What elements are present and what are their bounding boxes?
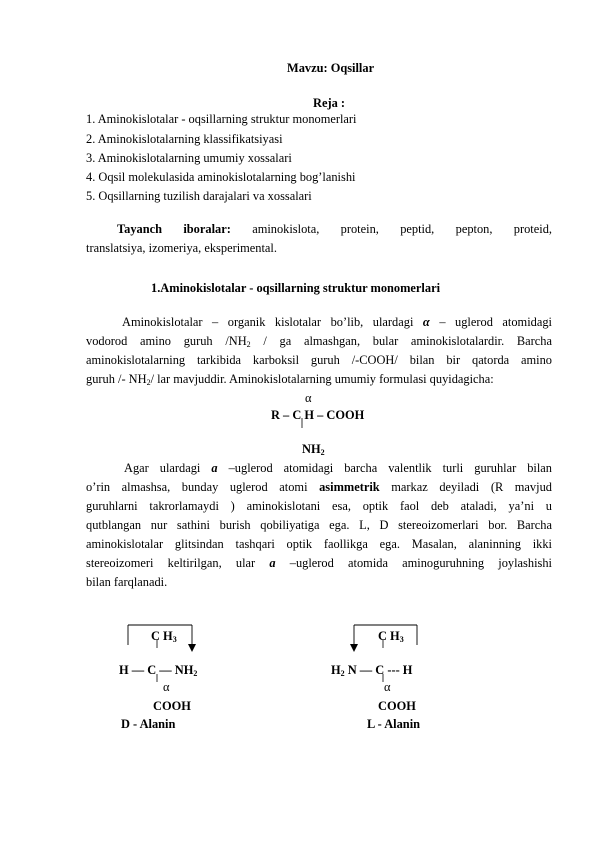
para2-line-3: guruhlarni takrorlamaydi ) aminokislotani esa, optik faol deb ataladi, ya’ni u bbox=[86, 499, 552, 513]
para2-line-4: qutblangan nur sathini burish qobiliyatiga ega. L, D stereoizomerlari bor. Barcha bbox=[86, 518, 552, 532]
formula-main: R – C H – COOH bbox=[271, 408, 365, 422]
alpha-symbol: a bbox=[211, 461, 218, 475]
para2-line-1: Agar ulardagi a –uglerod atomidagi barcha valentlik turli guruhlar bilan bbox=[124, 461, 552, 475]
l-alanine-middle: $H_2$ N — C --- H bbox=[331, 663, 413, 678]
d-alanine-alpha: α bbox=[163, 680, 170, 694]
d-alanine-middle: H — C — $NH_2$ bbox=[119, 663, 198, 678]
alpha-symbol: α bbox=[422, 315, 430, 329]
l-alanine-cooh: COOH bbox=[378, 699, 416, 713]
plan-heading: Reja : bbox=[313, 96, 345, 110]
plan-item: 2. Aminokislotalarning klassifikatsiyasi bbox=[86, 132, 283, 146]
l-alanine-top: C $H_3$ bbox=[378, 629, 404, 644]
arrow-down-icon bbox=[188, 644, 196, 652]
section-heading: 1.Aminokislotalar - oqsillarning struktur monomerlari bbox=[151, 281, 441, 295]
plan-item: 3. Aminokislotalarning umumiy xossalari bbox=[86, 151, 292, 165]
arrow-down-icon bbox=[350, 644, 358, 652]
d-alanine-top: C $H_3$ bbox=[151, 629, 177, 644]
para2-line-7: bilan farqlanadi. bbox=[86, 575, 168, 589]
plan-item: 1. Aminokislotalar - oqsillarning struktur monomerlari bbox=[86, 112, 357, 126]
l-alanine-name: L - Alanin bbox=[367, 717, 421, 731]
keywords-line-2: translatsiya, izomeriya, eksperimental. bbox=[86, 241, 277, 255]
keywords-label: Tayanch iboralar: bbox=[117, 222, 231, 236]
para1-line-4: guruh /- $NH_2/$ lar mavjuddir. Aminokislotalarning umumiy formulasi quyidagicha: bbox=[86, 372, 494, 387]
para2-line-6: stereoizomeri keltirilgan, ular a –uglerod atomida aminoguruhning joylashishi bbox=[86, 556, 552, 570]
alpha-symbol: a bbox=[269, 556, 276, 570]
keywords-line-1: Tayanch iboralar: aminokislota, protein, peptid, pepton, proteid, bbox=[117, 222, 552, 236]
formula-nh2: $NH_2$ bbox=[302, 442, 325, 457]
para2-line-5: aminokislotalar glitsindan tashqari optik faollikga ega. Masalan, alaninning ikki bbox=[86, 537, 552, 551]
para2-line-2: o’rin almashsa, bunday uglerod atomi asimmetrik markaz deyiladi (R mavjud bbox=[86, 480, 552, 494]
plan-item: 5. Oqsillarning tuzilish darajalari va xossalari bbox=[86, 189, 312, 203]
para1-line-2: vodorod amino guruh $/NH_2$ / ga almashgan, bular aminokislotalardir. Barcha bbox=[86, 334, 552, 349]
para1-line-1: Aminokislotalar – organik kislotalar bo’lib, ulardagi α – uglerod atomidagi bbox=[122, 315, 552, 329]
bold-term: asimmetrik bbox=[319, 480, 380, 494]
plan-item: 4. Oqsil molekulasida aminokislotalarning bog’lanishi bbox=[86, 170, 356, 184]
para1-line-3: aminokislotalarning tarkibida karboksil guruh /-COOH/ bilan bir qatorda amino bbox=[86, 353, 552, 367]
formula-alpha: α bbox=[305, 391, 312, 405]
d-alanine-cooh: COOH bbox=[153, 699, 191, 713]
d-alanine-name: D - Alanin bbox=[121, 717, 176, 731]
page-title: Mavzu: Oqsillar bbox=[287, 61, 375, 75]
l-alanine-alpha: α bbox=[384, 680, 391, 694]
